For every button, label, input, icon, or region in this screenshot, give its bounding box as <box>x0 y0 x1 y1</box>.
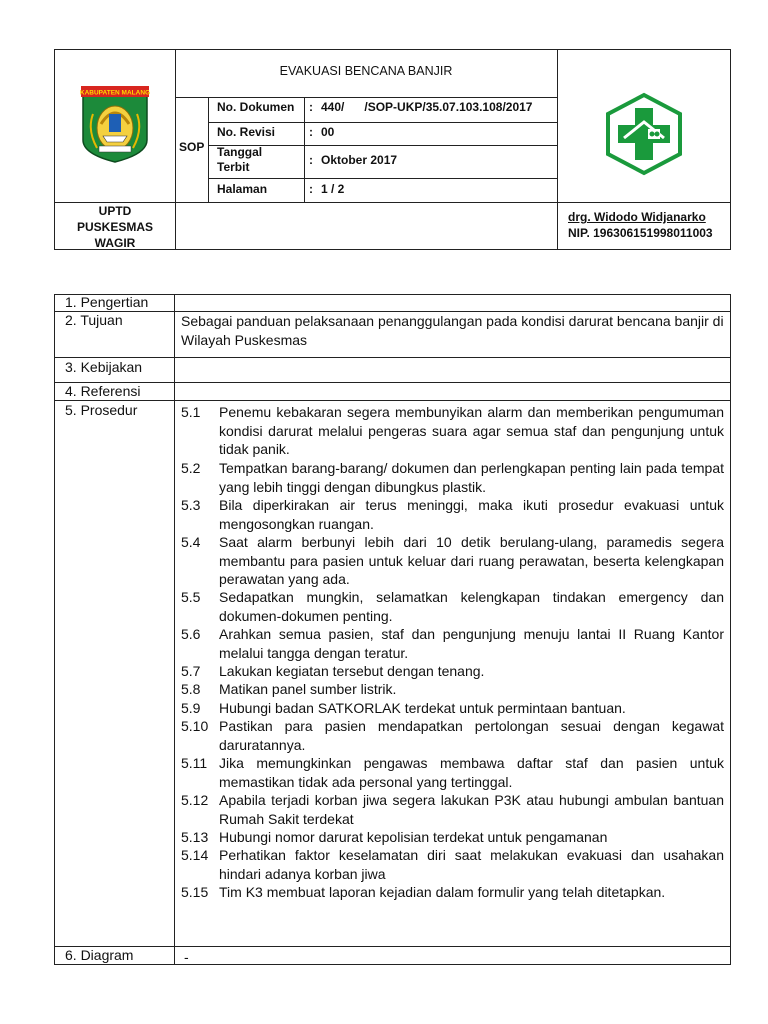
step-number: 5.10 <box>181 718 209 734</box>
sop-body-table <box>54 294 731 965</box>
step-number: 5.12 <box>181 792 209 808</box>
step-number: 5.9 <box>181 700 201 716</box>
meta-value-tanggal-terbit: Oktober 2017 <box>321 153 398 167</box>
puskesmas-logo <box>602 92 686 176</box>
meta-sep: : <box>309 100 313 114</box>
meta-label-halaman: Halaman <box>217 182 268 196</box>
step-text: Pastikan para pasien mendapatkan pertolongan sesuai dengan kegawat daruratannya. <box>219 718 724 753</box>
label-prosedur: 5. Prosedur <box>65 402 138 418</box>
step-text: Tim K3 membuat laporan kejadian dalam formulir yang telah ditetapkan. <box>219 884 666 900</box>
label-referensi: 4. Referensi <box>65 383 141 399</box>
step-text: Lakukan kegiatan tersebut dengan tenang. <box>219 663 485 679</box>
step-text: Hubungi badan SATKORLAK terdekat untuk permintaan bantuan. <box>219 700 626 716</box>
step-text: Perhatikan faktor keselamatan diri saat melakukan evakuasi dan usahakan hindari adanya korban jiwa <box>219 847 724 882</box>
label-pengertian: 1. Pengertian <box>65 294 149 310</box>
meta-value-no-revisi: 00 <box>321 125 335 139</box>
step-text: Penemu kebakaran segera membunyikan alarm dan memberikan pengumuman kondisi darurat melalui pengeras suara agar semua staf dan pengunjung untuk tidak panik. <box>219 404 724 457</box>
step-number: 5.13 <box>181 829 209 845</box>
meta-label-tanggal-terbit: Tanggal Terbit <box>217 145 263 174</box>
meta-sep: : <box>309 153 313 167</box>
step-text: Jika memungkinkan pengawas membawa daftar staf dan pasien untuk memastikan tidak ada personal yang tertinggal. <box>219 755 724 790</box>
step-number: 5.15 <box>181 884 209 900</box>
step-number: 5.1 <box>181 404 201 420</box>
step-number: 5.8 <box>181 681 201 697</box>
meta-label-no-revisi: No. Revisi <box>217 125 276 139</box>
step-text: Matikan panel sumber listrik. <box>219 681 397 697</box>
step-number: 5.6 <box>181 626 201 642</box>
meta-sep: : <box>309 182 313 196</box>
step-number: 5.5 <box>181 589 201 605</box>
meta-value-halaman: 1 / 2 <box>321 182 345 196</box>
kabupaten-malang-logo <box>79 84 151 164</box>
step-text: Bila diperkirakan air terus meninggi, maka ikuti prosedur evakuasi untuk mengosongkan ruangan. <box>219 497 724 532</box>
org-name: UPTD PUSKESMAS WAGIR <box>76 204 153 250</box>
meta-label-no-dokumen: No. Dokumen <box>217 100 295 114</box>
label-kebijakan: 3. Kebijakan <box>65 359 143 375</box>
step-text: Arahkan semua pasien, staf dan pengunjung menuju lantai II Ruang Kantor melalui tangga dengan teratur. <box>219 626 724 661</box>
sop-header-table <box>54 49 731 250</box>
document-title: EVAKUASI BENCANA BANJIR <box>279 64 453 78</box>
step-number: 5.3 <box>181 497 201 513</box>
step-number: 5.2 <box>181 460 201 476</box>
step-text: Apabila terjadi korban jiwa segera lakukan P3K atau hubungi ambulan bantuan Rumah Sakit terdekat <box>219 792 724 827</box>
logo-banner-text: KABUPATEN MALANG <box>79 89 151 97</box>
step-number: 5.14 <box>181 847 209 863</box>
step-text: Tempatkan barang-barang/ dokumen dan perlengkapan penting lain pada tempat yang lebih tinggi dengan dibungkus plastik. <box>219 460 724 495</box>
step-number: 5.4 <box>181 534 201 550</box>
meta-value-no-dokumen: 440/ /SOP-UKP/35.07.103.108/2017 <box>321 100 533 114</box>
meta-sep: : <box>309 125 313 139</box>
label-tujuan: 2. Tujuan <box>65 312 123 328</box>
diagram-text: - <box>184 949 189 965</box>
step-text: Hubungi nomor darurat kepolisian terdekat untuk pengamanan <box>219 829 608 845</box>
step-text: Saat alarm berbunyi lebih dari 10 detik berulang-ulang, paramedis segera membantu para pasien untuk keluar dari ruang perawatan, beserta kelengkapan perawatan yang ada. <box>219 534 724 587</box>
signer-name: drg. Widodo Widjanarko <box>568 210 706 224</box>
label-diagram: 6. Diagram <box>65 947 134 963</box>
signer-nip: NIP. 196306151998011003 <box>568 226 713 240</box>
step-number: 5.11 <box>181 755 208 771</box>
step-text: Sedapatkan mungkin, selamatkan kelengkapan tindakan emergency dan dokumen-dokumen penting. <box>219 589 724 624</box>
tujuan-text: Sebagai panduan pelaksanaan penanggulangan pada kondisi darurat bencana banjir di Wilayah Puskesmas <box>181 313 724 348</box>
sop-label: SOP <box>179 140 205 154</box>
step-number: 5.7 <box>181 663 201 679</box>
